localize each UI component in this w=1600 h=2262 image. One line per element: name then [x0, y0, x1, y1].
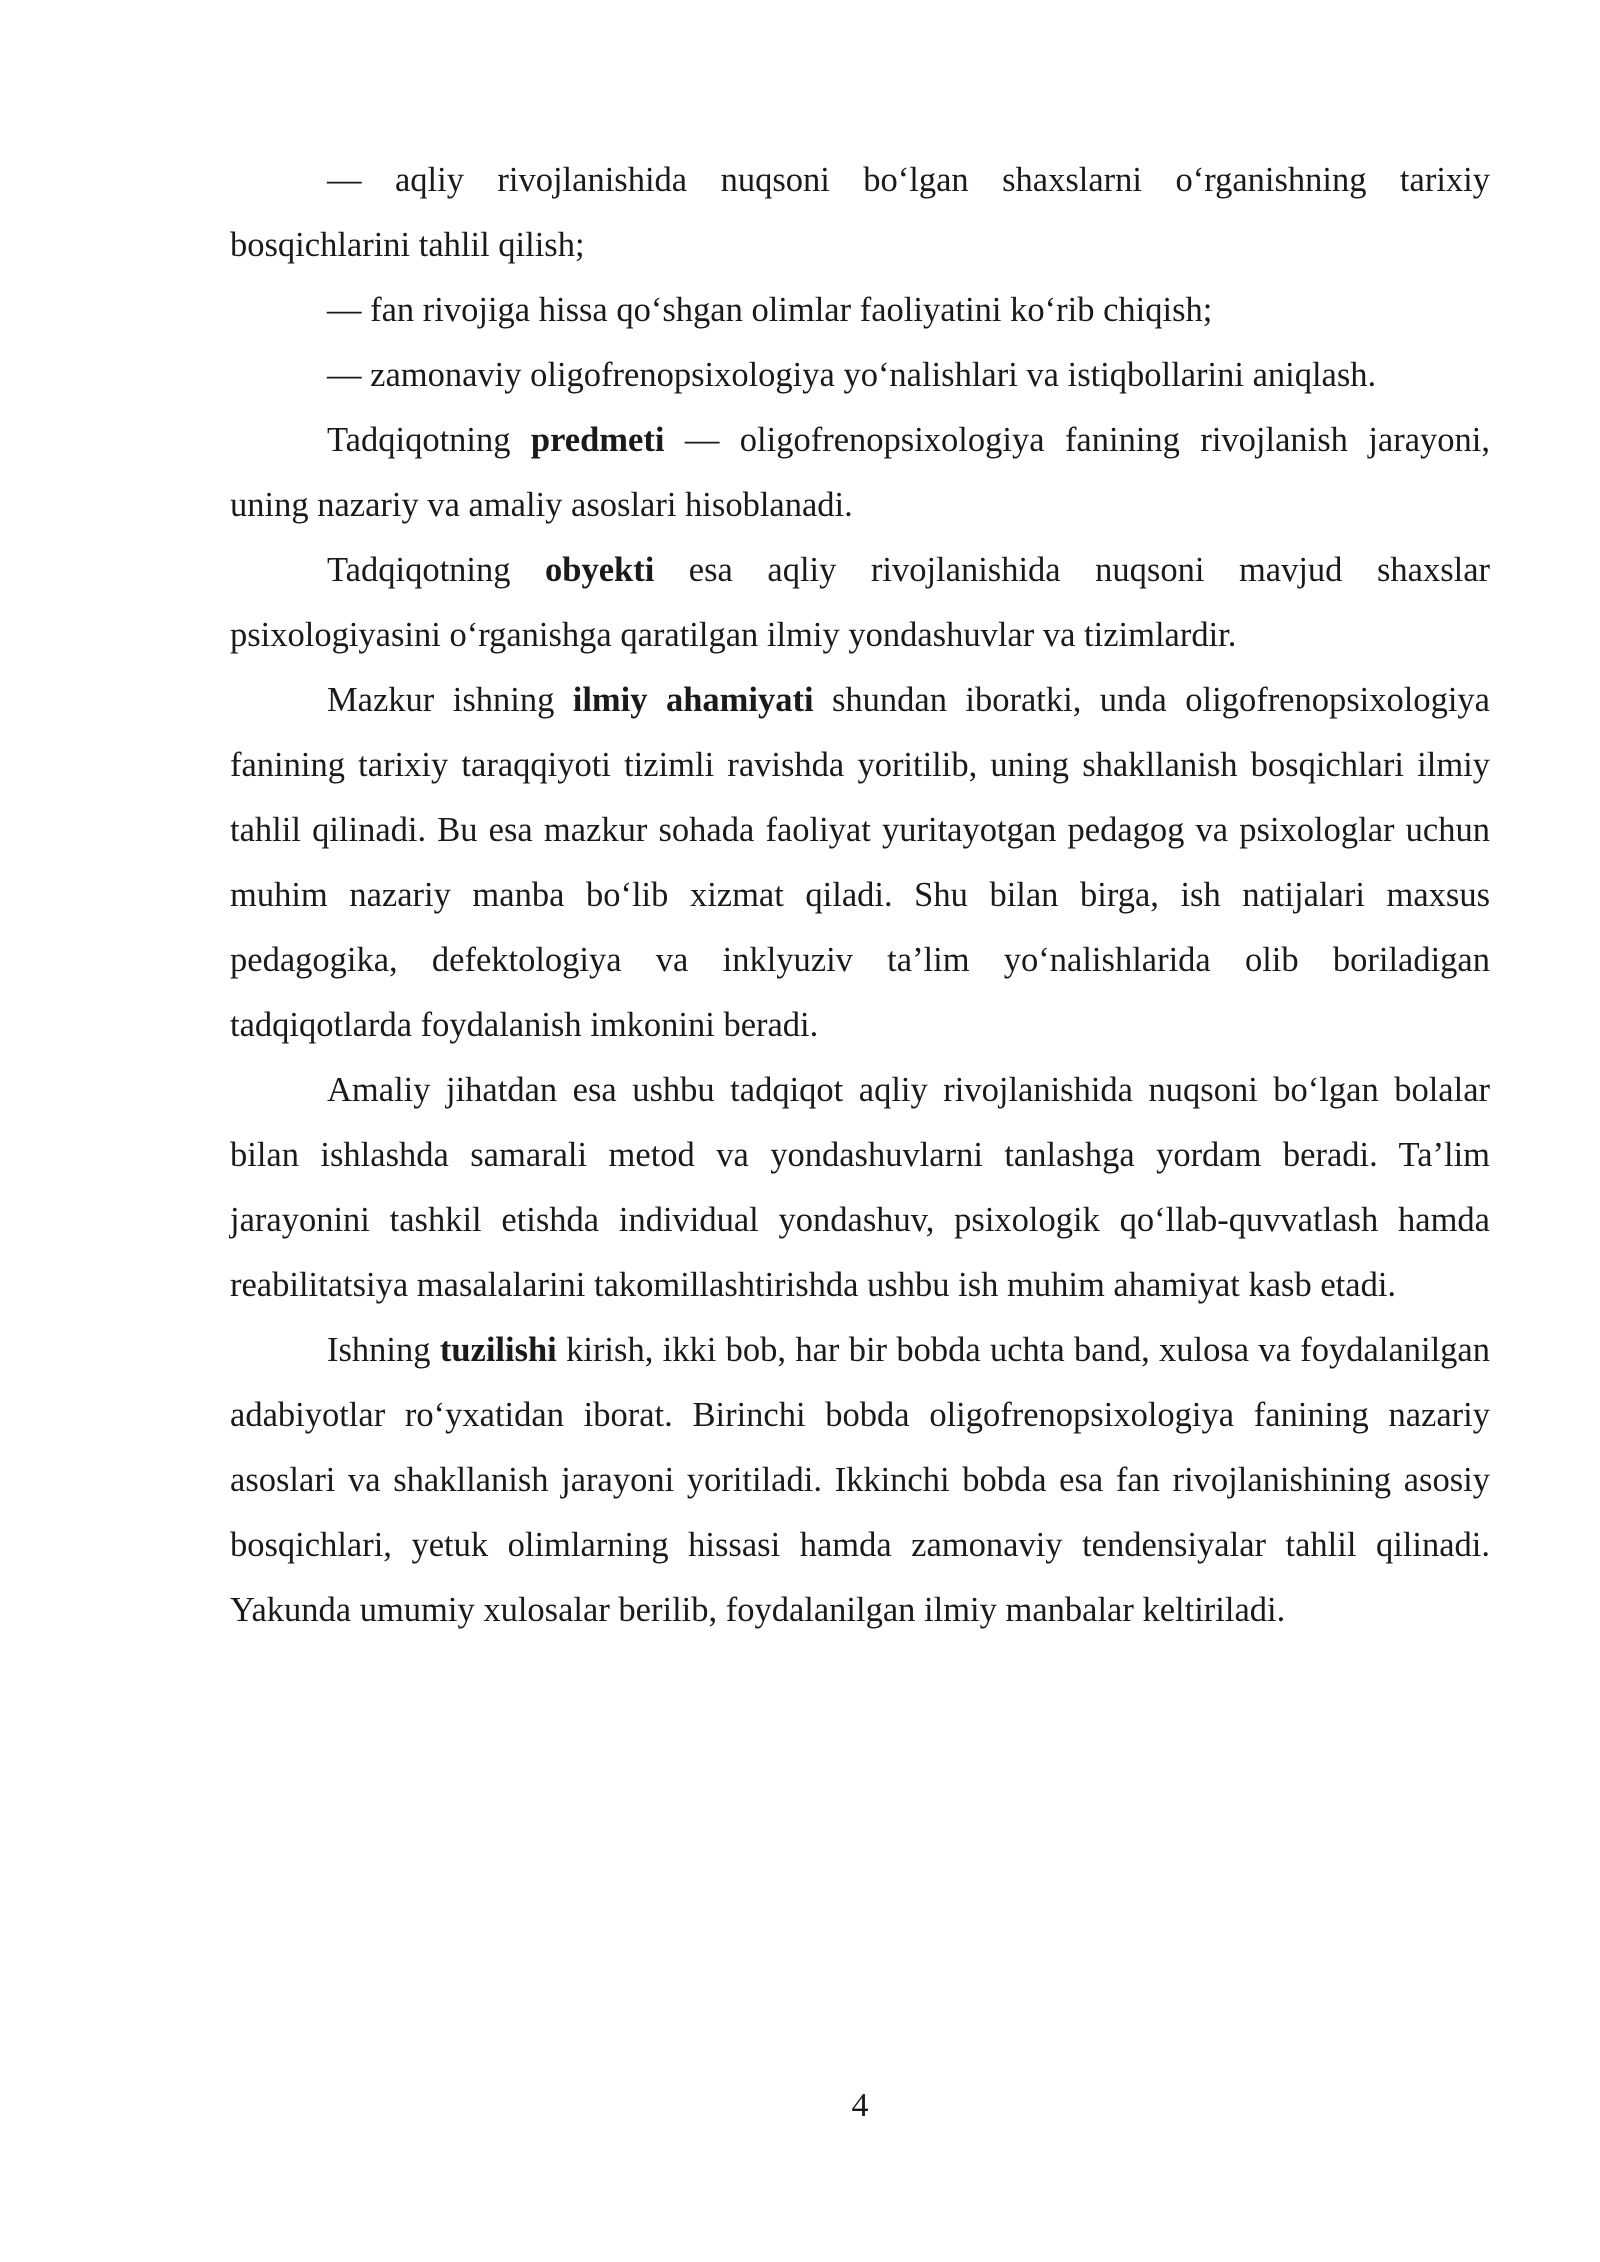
paragraph-text: Tadqiqotning	[327, 551, 546, 589]
bold-term: ilmiy ahamiyati	[572, 681, 814, 719]
bold-term: tuzilishi	[439, 1331, 557, 1369]
paragraph-scientific-significance	[230, 668, 1490, 1058]
bold-term: predmeti	[530, 421, 665, 459]
paragraph-subject	[230, 408, 1490, 538]
page-number: 4	[851, 2087, 869, 2124]
paragraph-practical-significance	[230, 1058, 1490, 1318]
paragraph-text: kirish, ikki bob, har bir bobda uchta band, xulosa va foydalanilgan adabiyotlar ro‘yxatidan iborat. Birinchi bobda oligofrenopsixologiya fanining nazariy asoslari va shakllanish jarayoni yoritiladi. Ikkinchi bobda esa fan rivojlanishining asosiy bosqichlari, yetuk olimlarning hissasi hamda zamonaviy tendensiyalar tahlil qilinadi. Yakunda umumiy xulosalar berilib, foydalanilgan ilmiy manbalar keltiriladi.	[230, 1331, 1490, 1629]
paragraph-structure	[230, 1318, 1490, 1643]
document-body	[230, 148, 1490, 1643]
paragraph-text: esa aqliy rivojlanishida nuqsoni mavjud shaxslar psixologiyasini o‘rganishga qaratilgan ilmiy yondashuvlar va tizimlardir.	[230, 551, 1491, 654]
paragraph-text: — zamonaviy oligofrenopsixologiya yo‘nalishlari va istiqbollarini aniqlash.	[327, 356, 1377, 394]
paragraph-text: — fan rivojiga hissa qo‘shgan olimlar faoliyatini ko‘rib chiqish;	[327, 291, 1213, 329]
paragraph-text: — oligofrenopsixologiya fanining rivojlanish jarayoni, uning nazariy va amaliy asoslari hisoblanadi.	[230, 421, 1491, 524]
paragraph-text: Amaliy jihatdan esa ushbu tadqiqot aqliy rivojlanishida nuqsoni bo‘lgan bolalar bilan ishlashda samarali metod va yondashuvlarni tanlashga yordam beradi. Ta’lim jarayonini tashkil etishda individual yondashuv, psixologik qo‘llab-quvvatlash hamda reabilitatsiya masalalarini takomillashtirishda ushbu ish muhim ahamiyat kasb etadi.	[230, 1071, 1490, 1304]
paragraph-text: — aqliy rivojlanishida nuqsoni bo‘lgan shaxslarni o‘rganishning tarixiy bosqichlarini tahlil qilish;	[230, 161, 1490, 264]
paragraph-task-history	[230, 148, 1490, 278]
paragraph-text: shundan iboratki, unda oligofrenopsixologiya fanining tarixiy taraqqiyoti tizimli ravishda yoritilib, uning shakllanish bosqichlari ilmiy tahlil qilinadi. Bu esa mazkur sohada faoliyat yuritayotgan pedagog va psixologlar uchun muhim nazariy manba bo‘lib xizmat qiladi. Shu bilan birga, ish natijalari maxsus pedagogika, defektologiya va inklyuziv ta’lim yo‘nalishlarida olib boriladigan tadqiqotlarda foydalanish imkonini beradi.	[230, 681, 1490, 1044]
paragraph-task-modern	[230, 343, 1490, 408]
paragraph-task-scientists	[230, 278, 1490, 343]
paragraph-text: Mazkur ishning	[327, 681, 573, 719]
paragraph-text: Ishning	[327, 1331, 440, 1369]
bold-term: obyekti	[545, 551, 655, 589]
paragraph-object	[230, 538, 1490, 668]
paragraph-text: Tadqiqotning	[327, 421, 531, 459]
